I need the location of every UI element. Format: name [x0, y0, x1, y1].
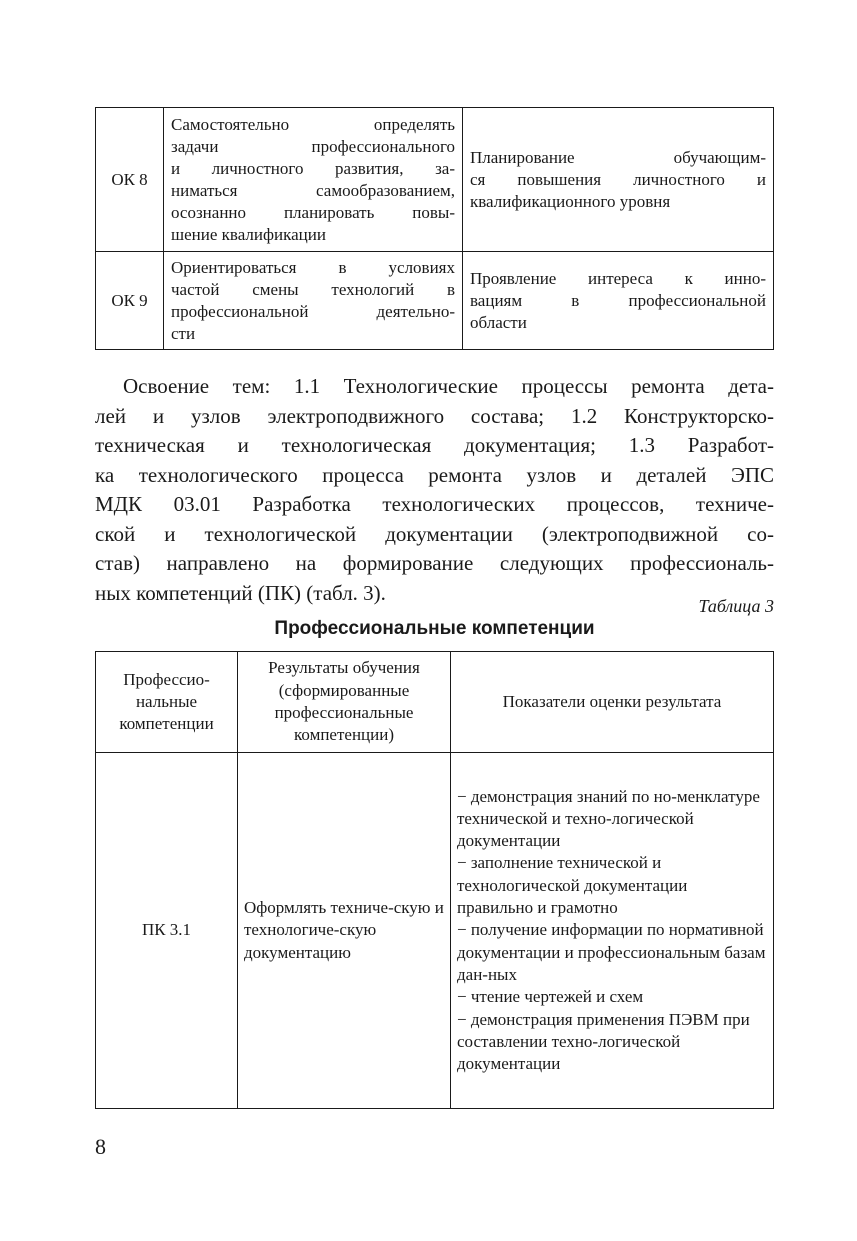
- text-line: Планирование обучающим-: [470, 147, 766, 167]
- text-line: квалификационного уровня: [470, 191, 671, 211]
- paragraph-line: став) направлено на формирование следующих профессиональ-: [95, 551, 774, 575]
- list-item: − заполнение технической и технологической документации правильно и грамотно: [457, 853, 688, 918]
- paragraph-line: ных компетенций (ПК) (табл. 3).: [95, 580, 386, 605]
- indicator-text: [463, 252, 774, 350]
- paragraph-line: МДК 03.01 Разработка технологических процессов, техниче-: [95, 492, 774, 516]
- indicator-text: [463, 108, 774, 252]
- text-line: частой смены технологий в: [171, 279, 455, 299]
- table-row: [96, 108, 774, 252]
- paragraph-line: ка технологического процесса ремонта узлов и деталей ЭПС: [95, 462, 774, 487]
- table-row: [96, 753, 774, 1109]
- header-learning-results: Результаты обучения (сформированные профессиональные компетенции): [238, 652, 451, 753]
- header-competences: Профессио-нальные компетенции: [96, 652, 238, 753]
- header-indicators: Показатели оценки результата: [451, 652, 774, 753]
- table-header-row: [96, 652, 774, 753]
- competence-code: ПК 3.1: [96, 753, 238, 1109]
- list-item: − демонстрация применения ПЭВМ при составлении техно-логической документации: [457, 1009, 750, 1074]
- table-row: [96, 252, 774, 350]
- table-title: Профессиональные компетенции: [274, 618, 595, 639]
- list-item: − демонстрация знаний по но-менклатуре технической и техно-логической документации: [457, 786, 760, 851]
- list-item: − получение информации по нормативной документации и профессиональным базам дан-ных: [457, 920, 766, 984]
- text-line: ниматься самообразованием,: [171, 180, 455, 200]
- text-line: области: [470, 312, 527, 332]
- general-competences-table: [95, 107, 774, 350]
- competence-text: [164, 108, 463, 252]
- list-item: − чтение чертежей и схем: [457, 987, 644, 1007]
- table-number: Таблица 3: [698, 596, 774, 616]
- text-line: Проявление интереса к инно-: [470, 268, 766, 288]
- competence-text: [164, 252, 463, 350]
- competence-code: ОК 8: [96, 108, 164, 252]
- paragraph-line: Освоение тем: 1.1 Технологические процессы ремонта дета-: [123, 374, 774, 398]
- text-line: шение квалификации: [171, 224, 326, 244]
- paragraph-line: техническая и технологическая документация; 1.3 Разработ-: [95, 433, 774, 457]
- competence-code: ОК 9: [96, 252, 164, 350]
- paragraph-line: лей и узлов электроподвижного состава; 1.2 Конструкторско-: [95, 403, 774, 428]
- text-line: осознанно планировать повы-: [171, 202, 455, 222]
- text-line: задачи профессионального: [171, 136, 455, 156]
- text-line: Самостоятельно определять: [171, 114, 455, 134]
- learning-result: Оформлять техниче-скую и технологиче-скую документацию: [238, 753, 451, 1109]
- indicator-list: [451, 753, 774, 1109]
- paragraph-line: ской и технологической документации (электроподвижной со-: [95, 521, 774, 546]
- text-line: вациям в профессиональной: [470, 290, 766, 310]
- text-line: сти: [171, 323, 196, 343]
- body-paragraph: [95, 372, 774, 608]
- page-number: 8: [95, 1134, 106, 1159]
- text-line: профессиональной деятельно-: [171, 301, 455, 321]
- text-line: Ориентироваться в условиях: [171, 257, 455, 277]
- professional-competences-table: [95, 651, 774, 1109]
- text-line: и личностного развития, за-: [171, 158, 455, 178]
- text-line: ся повышения личностного и: [470, 169, 766, 189]
